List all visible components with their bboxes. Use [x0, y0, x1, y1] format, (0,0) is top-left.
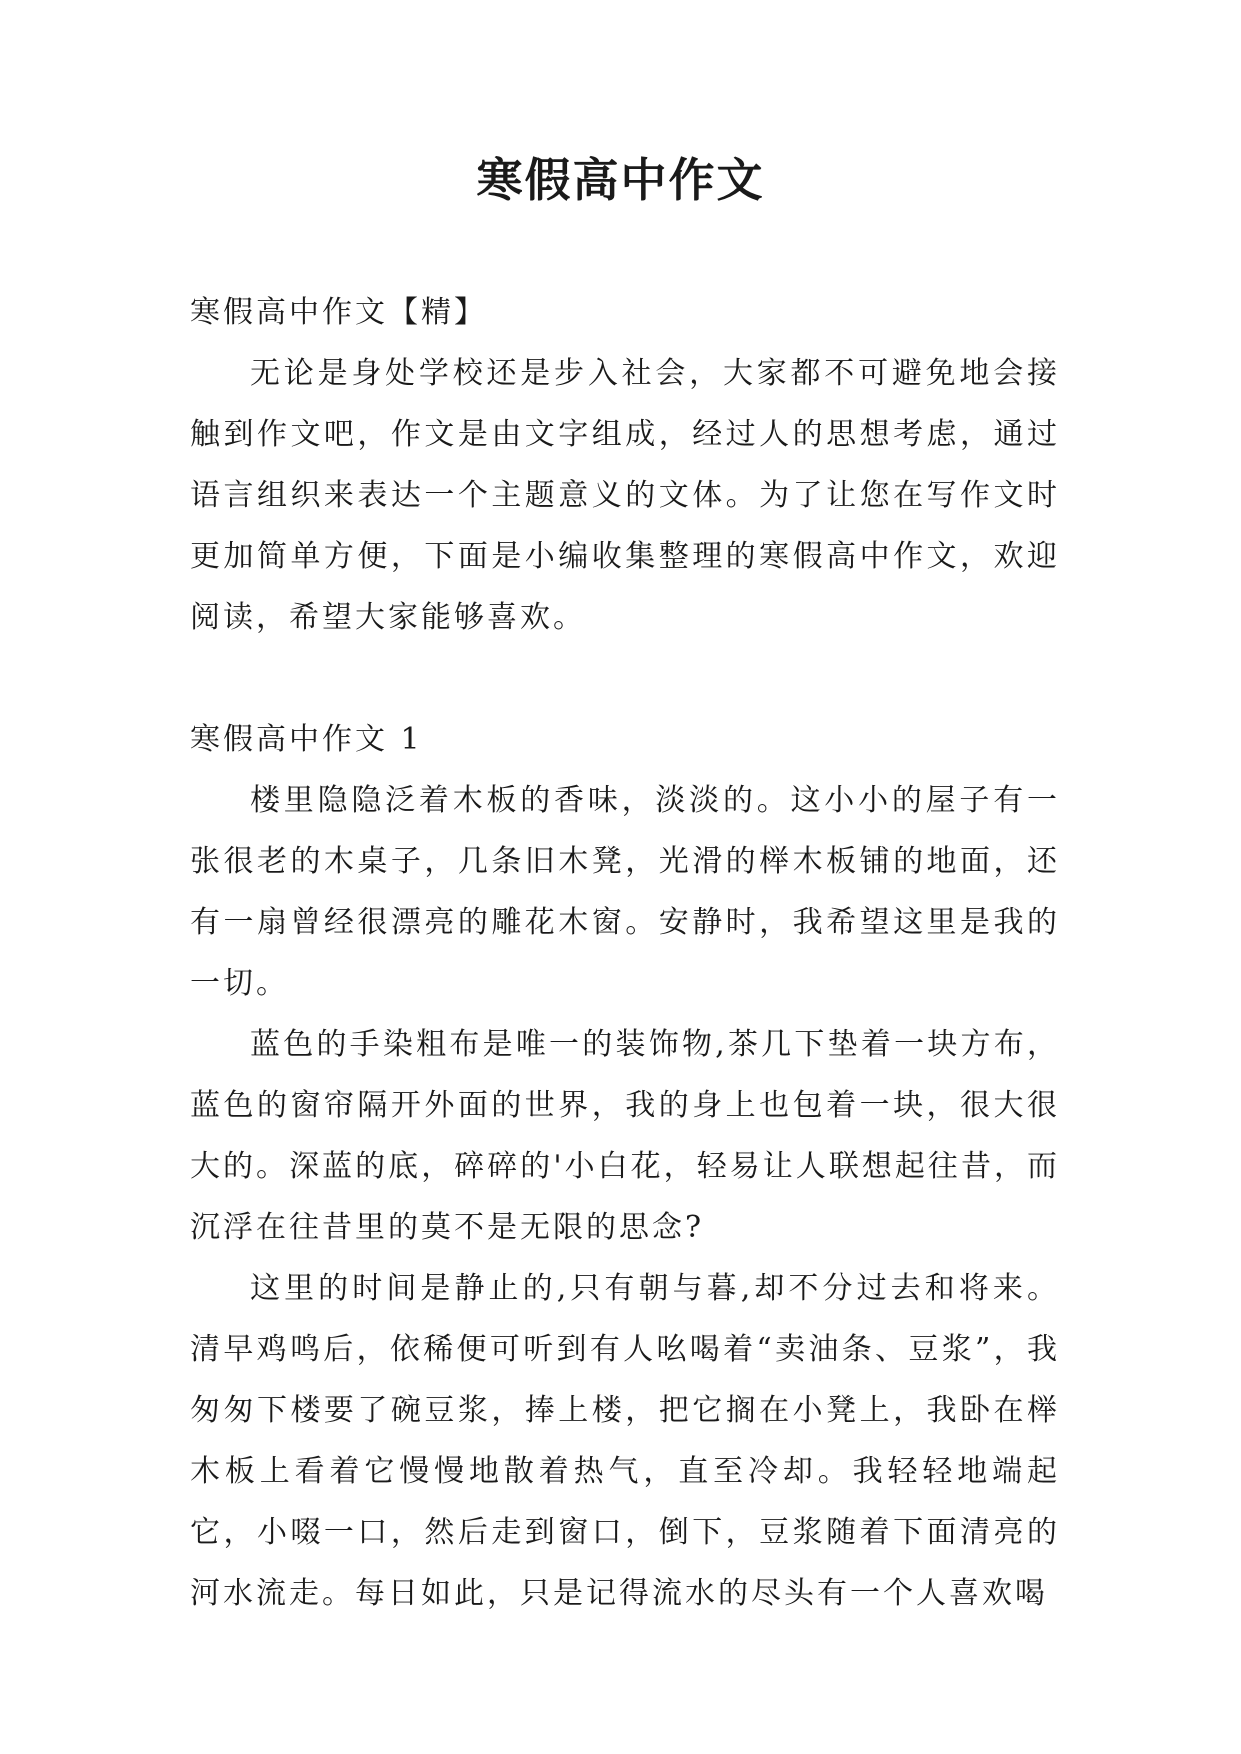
section-heading: 寒假高中作文 1: [190, 722, 423, 757]
document-body: [190, 282, 1060, 1624]
intro-paragraph: 无论是身处学校还是步入社会，大家都不可避免地会接触到作文吧，作文是由文字组成，经过人的思想考虑，通过语言组织来表达一个主题意义的文体。为了让您在写作文时更加简单方便，下面是小编收集整理的寒假高中作文，欢迎阅读，希望大家能够喜欢。: [190, 356, 1060, 635]
body-paragraph: 这里的时间是静止的,只有朝与暮,却不分过去和将来。清早鸡鸣后，依稀便可听到有人吆喝着“卖油条、豆浆”，我匆匆下楼要了碗豆浆，捧上楼，把它搁在小凳上，我卧在榉木板上看着它慢慢地散着热气，直至冷却。我轻轻地端起它，小啜一口，然后走到窗口，倒下，豆浆随着下面清亮的河水流走。每日如此，只是记得流水的尽头有一个人喜欢喝: [190, 1271, 1060, 1611]
body-paragraph: 蓝色的手染粗布是唯一的装饰物,茶几下垫着一块方布，蓝色的窗帘隔开外面的世界，我的身上也包着一块，很大很大的。深蓝的底，碎碎的'小白花，轻易让人联想起往昔，而沉浮在往昔里的莫不是无限的思念?: [190, 1027, 1060, 1245]
document-title: 寒假高中作文: [476, 153, 765, 207]
intro-heading: 寒假高中作文【精】: [190, 295, 487, 330]
body-paragraph: 楼里隐隐泛着木板的香味，淡淡的。这小小的屋子有一张很老的木桌子，几条旧木凳，光滑的榉木板铺的地面，还有一扇曾经很漂亮的雕花木窗。安静时，我希望这里是我的一切。: [190, 783, 1060, 1001]
section-spacer: [190, 648, 1060, 709]
